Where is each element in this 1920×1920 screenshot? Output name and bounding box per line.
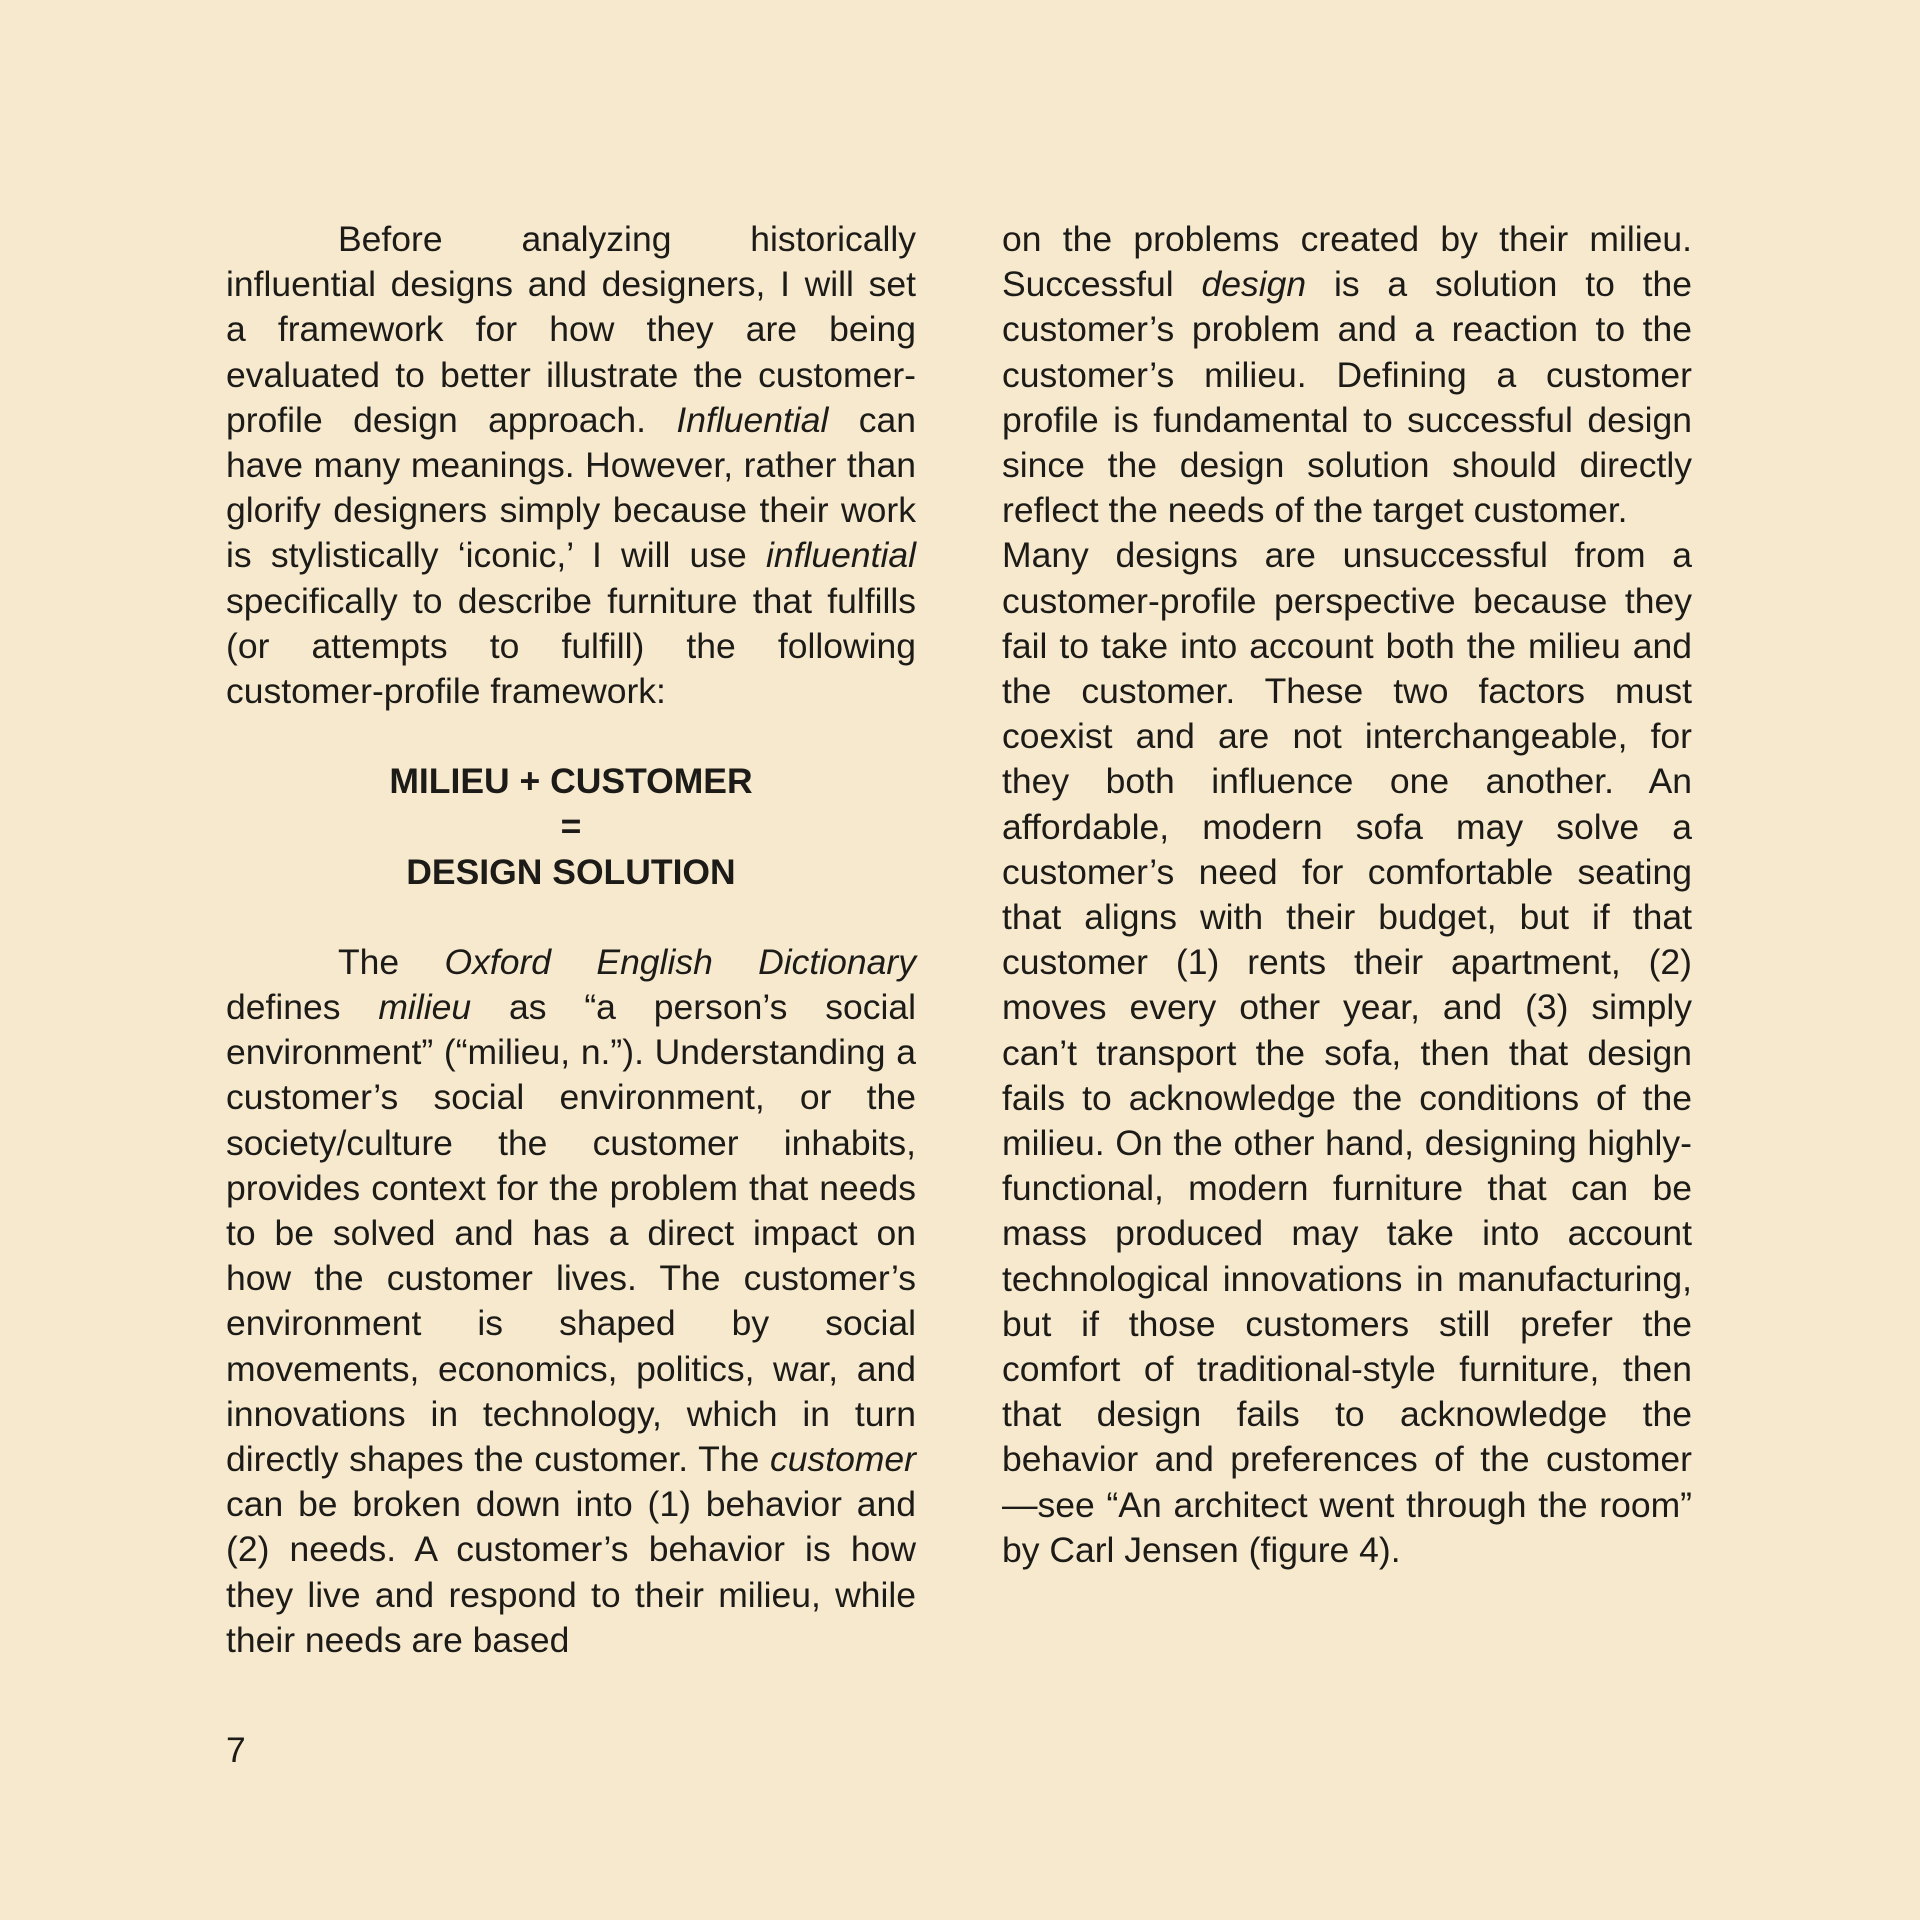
design-equation: [226, 759, 916, 895]
intro-term-influential: Influential: [676, 399, 829, 440]
body-text-1: The: [338, 941, 445, 982]
right-text-2: is a solution to the customer’s problem and a reaction to the customer’s milieu. Defining a customer profile is fundamental to successful design since the design solution should directly reflect the needs of the target customer.: [1002, 264, 1692, 531]
unsuccessful-designs-paragraph: Many designs are unsuccessful from a customer-profile perspective because they fail to take into account both the milieu and the customer. These two factors must coexist and are not interchangeable, for they both influence one another. An affordable, modern sofa may solve a customer’s need for comfortable seating that aligns with their budget, but if that customer (1) rents their apartment, (2) moves every other year, and (3) simply can’t transport the sofa, then that design fails to acknowledge the conditions of the milieu. On the other hand, designing highly-functional, modern furniture that can be mass produced may take into account technological innovations in manufacturing, but if those customers still prefer the comfort of traditional-style furniture, then that design fails to acknowledge the behavior and preferences of the customer—see “An architect went through the room” by Carl Jensen (figure 4).: [1002, 535, 1692, 1570]
equation-line-3: DESIGN SOLUTION: [406, 851, 736, 892]
intro-paragraph: [226, 217, 916, 714]
body-text-3: as “a person’s social environment” (“milieu, n.”). Understanding a customer’s social environment, or the society/culture the customer inhabits, provides context for the problem that needs to be solved and has a direct impact on how the customer lives. The customer’s environment is shaped by social movements, economics, politics, war, and innovations in technology, which in turn directly shapes the customer. The: [226, 987, 916, 1480]
intro-text-2: can have many meanings. However, rather than glorify designers simply because their work is stylistically ‘iconic,’ I will use: [226, 399, 916, 576]
left-column: [226, 217, 916, 1663]
term-design: design: [1201, 264, 1307, 305]
dictionary-title: Oxford English Dictionary: [444, 941, 916, 982]
equation-line-1: MILIEU + CUSTOMER: [389, 761, 753, 802]
term-customer: customer: [770, 1439, 916, 1480]
body-text-2: defines: [226, 987, 379, 1028]
right-column: [1002, 217, 1692, 1573]
term-milieu: milieu: [378, 987, 472, 1028]
intro-text-1: Before analyzing historically influential designs and designers, I will set a framework for how they are being evaluated to better illustrate the customer-profile design approach.: [226, 219, 916, 440]
continuation-paragraph: [1002, 217, 1692, 533]
milieu-definition-paragraph: [226, 940, 916, 1663]
right-text-1: on the problems created by their milieu. Successful: [1002, 219, 1692, 305]
page-number: 7: [226, 1730, 246, 1770]
body-text-4: can be broken down into (1) behavior and (2) needs. A customer’s behavior is how they live and respond to their milieu, while their needs are based: [226, 1484, 916, 1660]
intro-term-influential-lower: influential: [766, 535, 916, 576]
intro-text-3: specifically to describe furniture that fulfills (or attempts to fulfill) the following customer-profile framework:: [226, 580, 916, 712]
equation-line-2: =: [560, 806, 582, 847]
